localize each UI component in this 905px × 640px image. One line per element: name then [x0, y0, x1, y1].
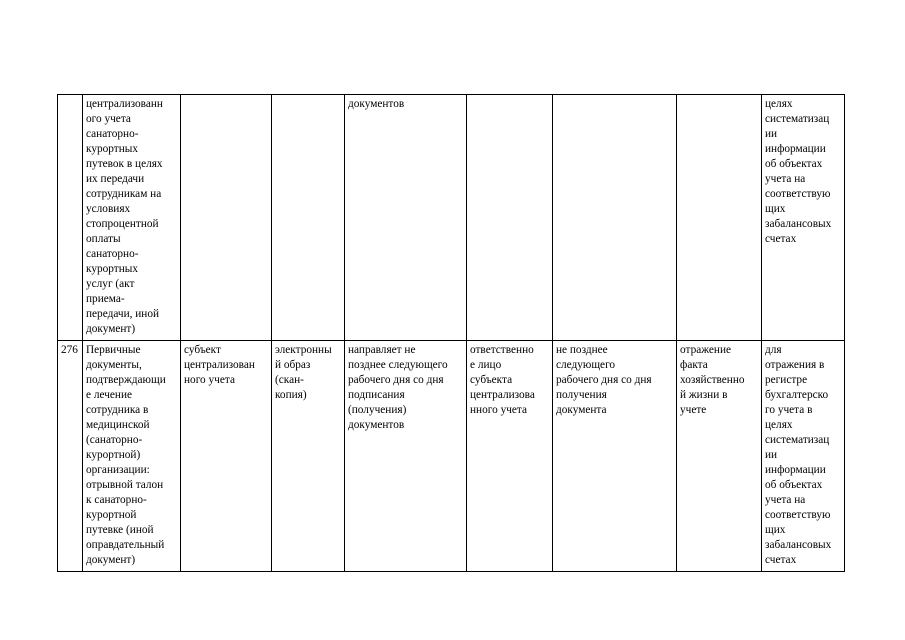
submit-deadline-cell	[553, 95, 677, 341]
table-row	[58, 95, 845, 341]
purpose-cell	[677, 95, 762, 341]
table-row	[58, 341, 845, 572]
responsible-cell: ответственно е лицо субъекта централизова нного учета	[467, 341, 553, 572]
usage-cell: для отражения в регистре бухгалтерско го учета в целях систематизац ии информации об объектах учета на соответствую щих забалансовых счетах	[762, 341, 845, 572]
submit-deadline-cell: не позднее следующего рабочего дня со дня получения документа	[553, 341, 677, 572]
document-cell: Первичные документы, подтверждающи е лечение сотрудника в медицинской (санаторно- курортной) организации: отрывной талон к санаторно- курортной путевке (иной оправдательный документ)	[83, 341, 181, 572]
creator-cell: субъект централизован ного учета	[181, 341, 272, 572]
creator-cell	[181, 95, 272, 341]
row-number-cell	[58, 95, 83, 341]
deadline-cell: документов	[345, 95, 467, 341]
document-table	[57, 94, 845, 572]
form-cell: электронны й образ (скан- копия)	[272, 341, 345, 572]
responsible-cell	[467, 95, 553, 341]
deadline-cell: направляет не позднее следующего рабочего дня со дня подписания (получения) документов	[345, 341, 467, 572]
purpose-cell: отражение факта хозяйственно й жизни в учете	[677, 341, 762, 572]
form-cell	[272, 95, 345, 341]
row-number-cell: 276	[58, 341, 83, 572]
usage-cell: целях систематизац ии информации об объектах учета на соответствую щих забалансовых счетах	[762, 95, 845, 341]
document-cell: централизованн ого учета санаторно- курортных путевок в целях их передачи сотрудникам на условиях стопроцентной оплаты санаторно- курортных услуг (акт приема- передачи, иной документ)	[83, 95, 181, 341]
